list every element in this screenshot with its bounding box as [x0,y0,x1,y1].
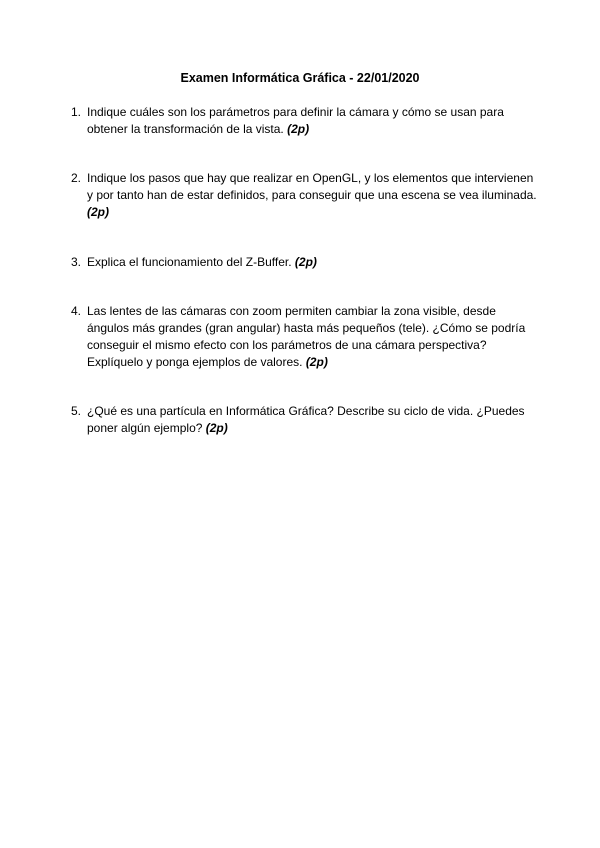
question-number: 5. [71,404,82,418]
question-points: (2p) [87,205,109,219]
question-points: (2p) [305,355,328,369]
question-body [87,170,541,221]
question-body [87,254,541,271]
question-4 [71,303,541,371]
question-points: (2p) [287,122,310,136]
question-3 [71,254,541,271]
question-text: ¿Qué es una partícula en Informática Gráfica? Describe su ciclo de vida. ¿Puedes poner algún ejemplo? [87,404,525,435]
question-2 [71,170,541,221]
question-points: (2p) [294,255,317,269]
question-number: 3. [71,255,82,269]
question-text: Las lentes de las cámaras con zoom permiten cambiar la zona visible, desde ángulos más grandes (gran angular) hasta más pequeños (tele). ¿Cómo se podría conseguir el mismo efecto con los parámetros de una cámara perspectiva? Explíquelo y ponga ejemplos de valores. [87,304,526,369]
question-number: 4. [71,304,82,318]
question-text: Indique cuáles son los parámetros para definir la cámara y cómo se usan para obtener la transformación de la vista. [87,105,504,136]
question-1 [71,104,541,138]
question-body [87,104,541,138]
question-body [87,303,541,371]
question-5 [71,403,541,437]
question-number: 2. [71,171,82,185]
question-number: 1. [71,105,82,119]
question-body [87,403,541,437]
exam-title: Examen Informática Gráfica - 22/01/2020 [180,71,420,85]
question-text: Explica el funcionamiento del Z-Buffer. [87,255,292,269]
question-points: (2p) [205,421,228,435]
question-text: Indique los pasos que hay que realizar en OpenGL, y los elementos que intervienen y por tanto han de estar definidos, para conseguir que una escena se vea iluminada. [87,171,537,202]
